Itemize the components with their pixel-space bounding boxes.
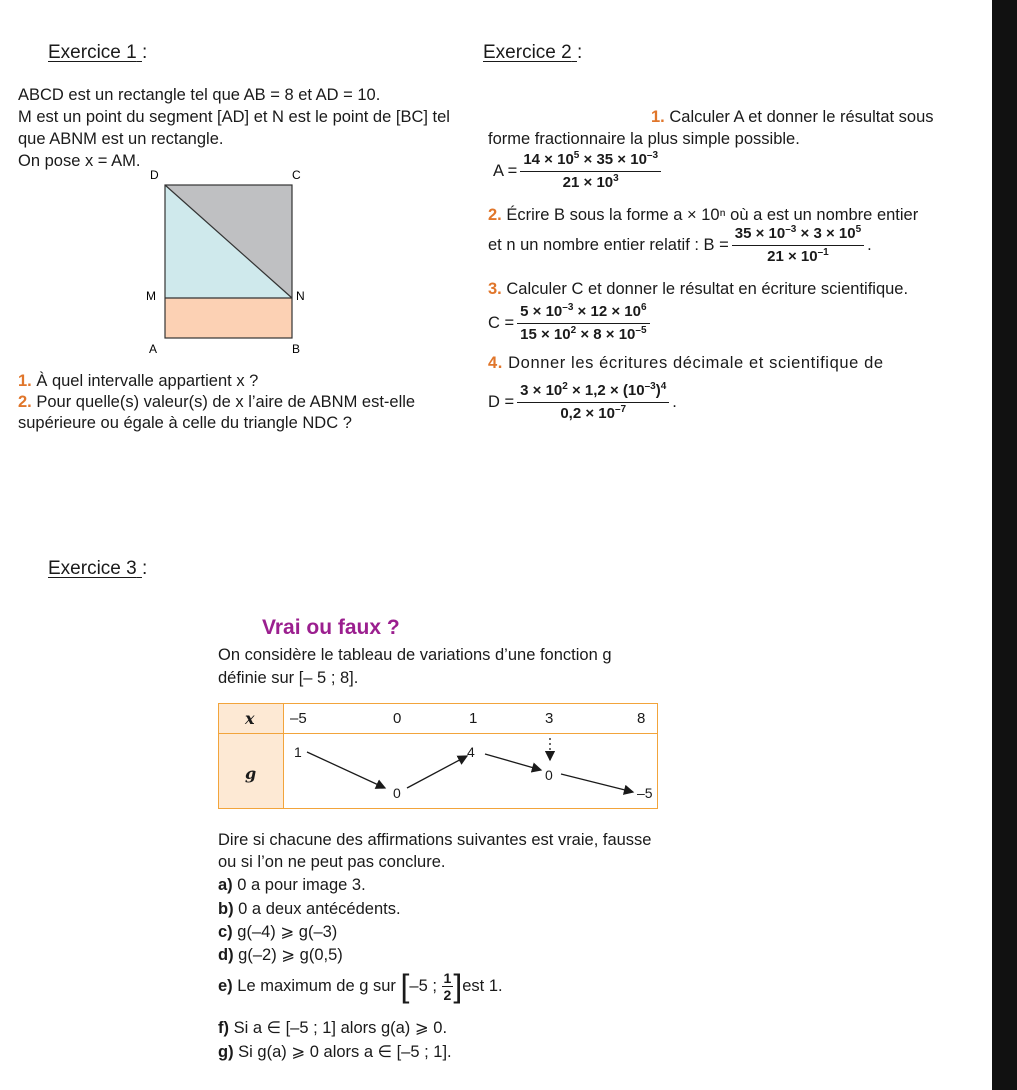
fraction-B: $\frac{35 \times 10^{-3} \times 3 \times 10^5}{21 \times 10^{-1}}$: [732, 225, 864, 266]
ex1-line1: ABCD est un rectangle tel que AB = 8 et AD = 10.: [18, 86, 381, 104]
label-C: C: [292, 168, 301, 182]
ex3-intro-1: On considère le tableau de variations d’une fonction g: [218, 646, 612, 664]
arrow-decreasing-3: [561, 774, 633, 792]
g-value: 4: [467, 744, 475, 760]
ex1-question-1: 1. À quel intervalle appartient x ?: [18, 372, 259, 390]
statement-b: b) 0 a deux antécédents.: [218, 900, 401, 918]
ex1-line3: que ABNM est un rectangle.: [18, 130, 224, 148]
ex2-question-4: 4. Donner les écritures décimale et scientifique de: [488, 354, 884, 372]
fraction-one-half: $\frac{1}{2}$: [443, 969, 452, 1003]
close-bracket: ]: [453, 968, 463, 1004]
g-value: 0: [393, 785, 401, 801]
expression-D: D = $\frac{3 \times 10^2 \times 1,2 \times (10^{-3})^4}{0,2 \times 10^{-7}}$ .: [488, 380, 677, 422]
statement-a: a) 0 a pour image 3.: [218, 876, 366, 894]
rectangle-figure: [140, 165, 320, 360]
ex1-line2: M est un point du segment [AD] et N est le point de [BC] tel: [18, 108, 450, 126]
g-value: –5: [637, 785, 653, 801]
ex1-question-2: 2. Pour quelle(s) valeur(s) de x l’aire de ABNM est-elle: [18, 393, 416, 411]
statement-g: g) Si g(a) ⩾ 0 alors a ∈ [–5 ; 1].: [218, 1043, 452, 1061]
ex1-question-2-cont: supérieure ou égale à celle du triangle NDC ?: [18, 414, 352, 432]
ex2-question-1: 1. Calculer A et donner le résultat sous: [651, 108, 934, 126]
rectangle-abnm-area: [165, 298, 292, 338]
expression-A: A = $\frac{14 \times 10^5 \times 35 \times 10^{-3}}{21 \times 10^3}$: [493, 148, 664, 194]
x-value: 1: [469, 710, 478, 727]
label-A: A: [149, 342, 158, 356]
x-value: 8: [637, 710, 646, 727]
variation-table: [218, 703, 658, 809]
arrow-increasing: [407, 756, 467, 788]
true-false-title: Vrai ou faux ?: [262, 616, 400, 639]
g-value: 1: [294, 744, 302, 760]
arrow-decreasing-1: [307, 752, 385, 788]
ex3-instruction-1: Dire si chacune des affirmations suivantes est vraie, fausse: [218, 831, 652, 849]
x-value: 0: [393, 710, 402, 727]
fraction-C: $\frac{5 \times 10^{-3} \times 12 \times 10^6}{15 \times 10^2 \times 8 \times 10^{-5}}$: [517, 303, 649, 344]
statement-d: d) g(–2) ⩾ g(0,5): [218, 946, 343, 964]
label-D: D: [150, 168, 159, 182]
ex3-intro-2: définie sur [– 5 ; 8].: [218, 669, 359, 687]
ex2-question-2: 2. Écrire B sous la forme a × 10ⁿ où a est un nombre entier: [488, 206, 919, 224]
table-x-label: x: [245, 709, 255, 728]
ex1-line4: On pose x = AM.: [18, 152, 141, 170]
expression-C: C = $\frac{5 \times 10^{-3} \times 12 \times 10^6}{15 \times 10^2 \times 8 \times 10^{-5}}$: [488, 298, 653, 348]
variation-arrows: [219, 704, 657, 808]
label-M: M: [146, 289, 156, 303]
right-edge-bar: [992, 0, 1017, 1090]
g-value: 0: [545, 767, 553, 783]
x-value: –5: [290, 710, 307, 727]
fraction-D: $\frac{3 \times 10^2 \times 1,2 \times (10^{-3})^4}{0,2 \times 10^{-7}}$: [517, 382, 669, 423]
fraction-A: $\frac{14 \times 10^5 \times 35 \times 10^{-3}}{21 \times 10^3}$: [520, 151, 661, 192]
exercise-2-title: Exercice 2 :: [483, 42, 583, 63]
statement-c: c) g(–4) ⩾ g(–3): [218, 923, 338, 941]
open-bracket: [: [400, 968, 410, 1004]
ex2-question-3: 3. Calculer C et donner le résultat en écriture scientifique.: [488, 280, 909, 298]
x-value: 3: [545, 710, 554, 727]
label-N: N: [296, 289, 305, 303]
statement-f: f) Si a ∈ [–5 ; 1] alors g(a) ⩾ 0.: [218, 1019, 448, 1037]
exercise-3-title: Exercice 3 :: [48, 558, 148, 579]
statement-e: e) Le maximum de g sur [ –5 ; $\frac{1}{2}$ ] est 1.: [218, 968, 503, 1004]
expression-B: et n un nombre entier relatif : B = $\frac{35 \times 10^{-3} \times 3 \times 10^5}{21 \times 10^{-1}}$ .: [488, 223, 872, 265]
table-g-label: g: [245, 764, 257, 783]
arrow-decreasing-2: [485, 754, 541, 770]
exercise-1-title: Exercice 1 :: [48, 42, 148, 63]
ex2-question-1-cont: forme fractionnaire la plus simple possible.: [488, 130, 800, 148]
label-B: B: [292, 342, 301, 356]
ex3-instruction-2: ou si l’on ne peut pas conclure.: [218, 853, 446, 871]
